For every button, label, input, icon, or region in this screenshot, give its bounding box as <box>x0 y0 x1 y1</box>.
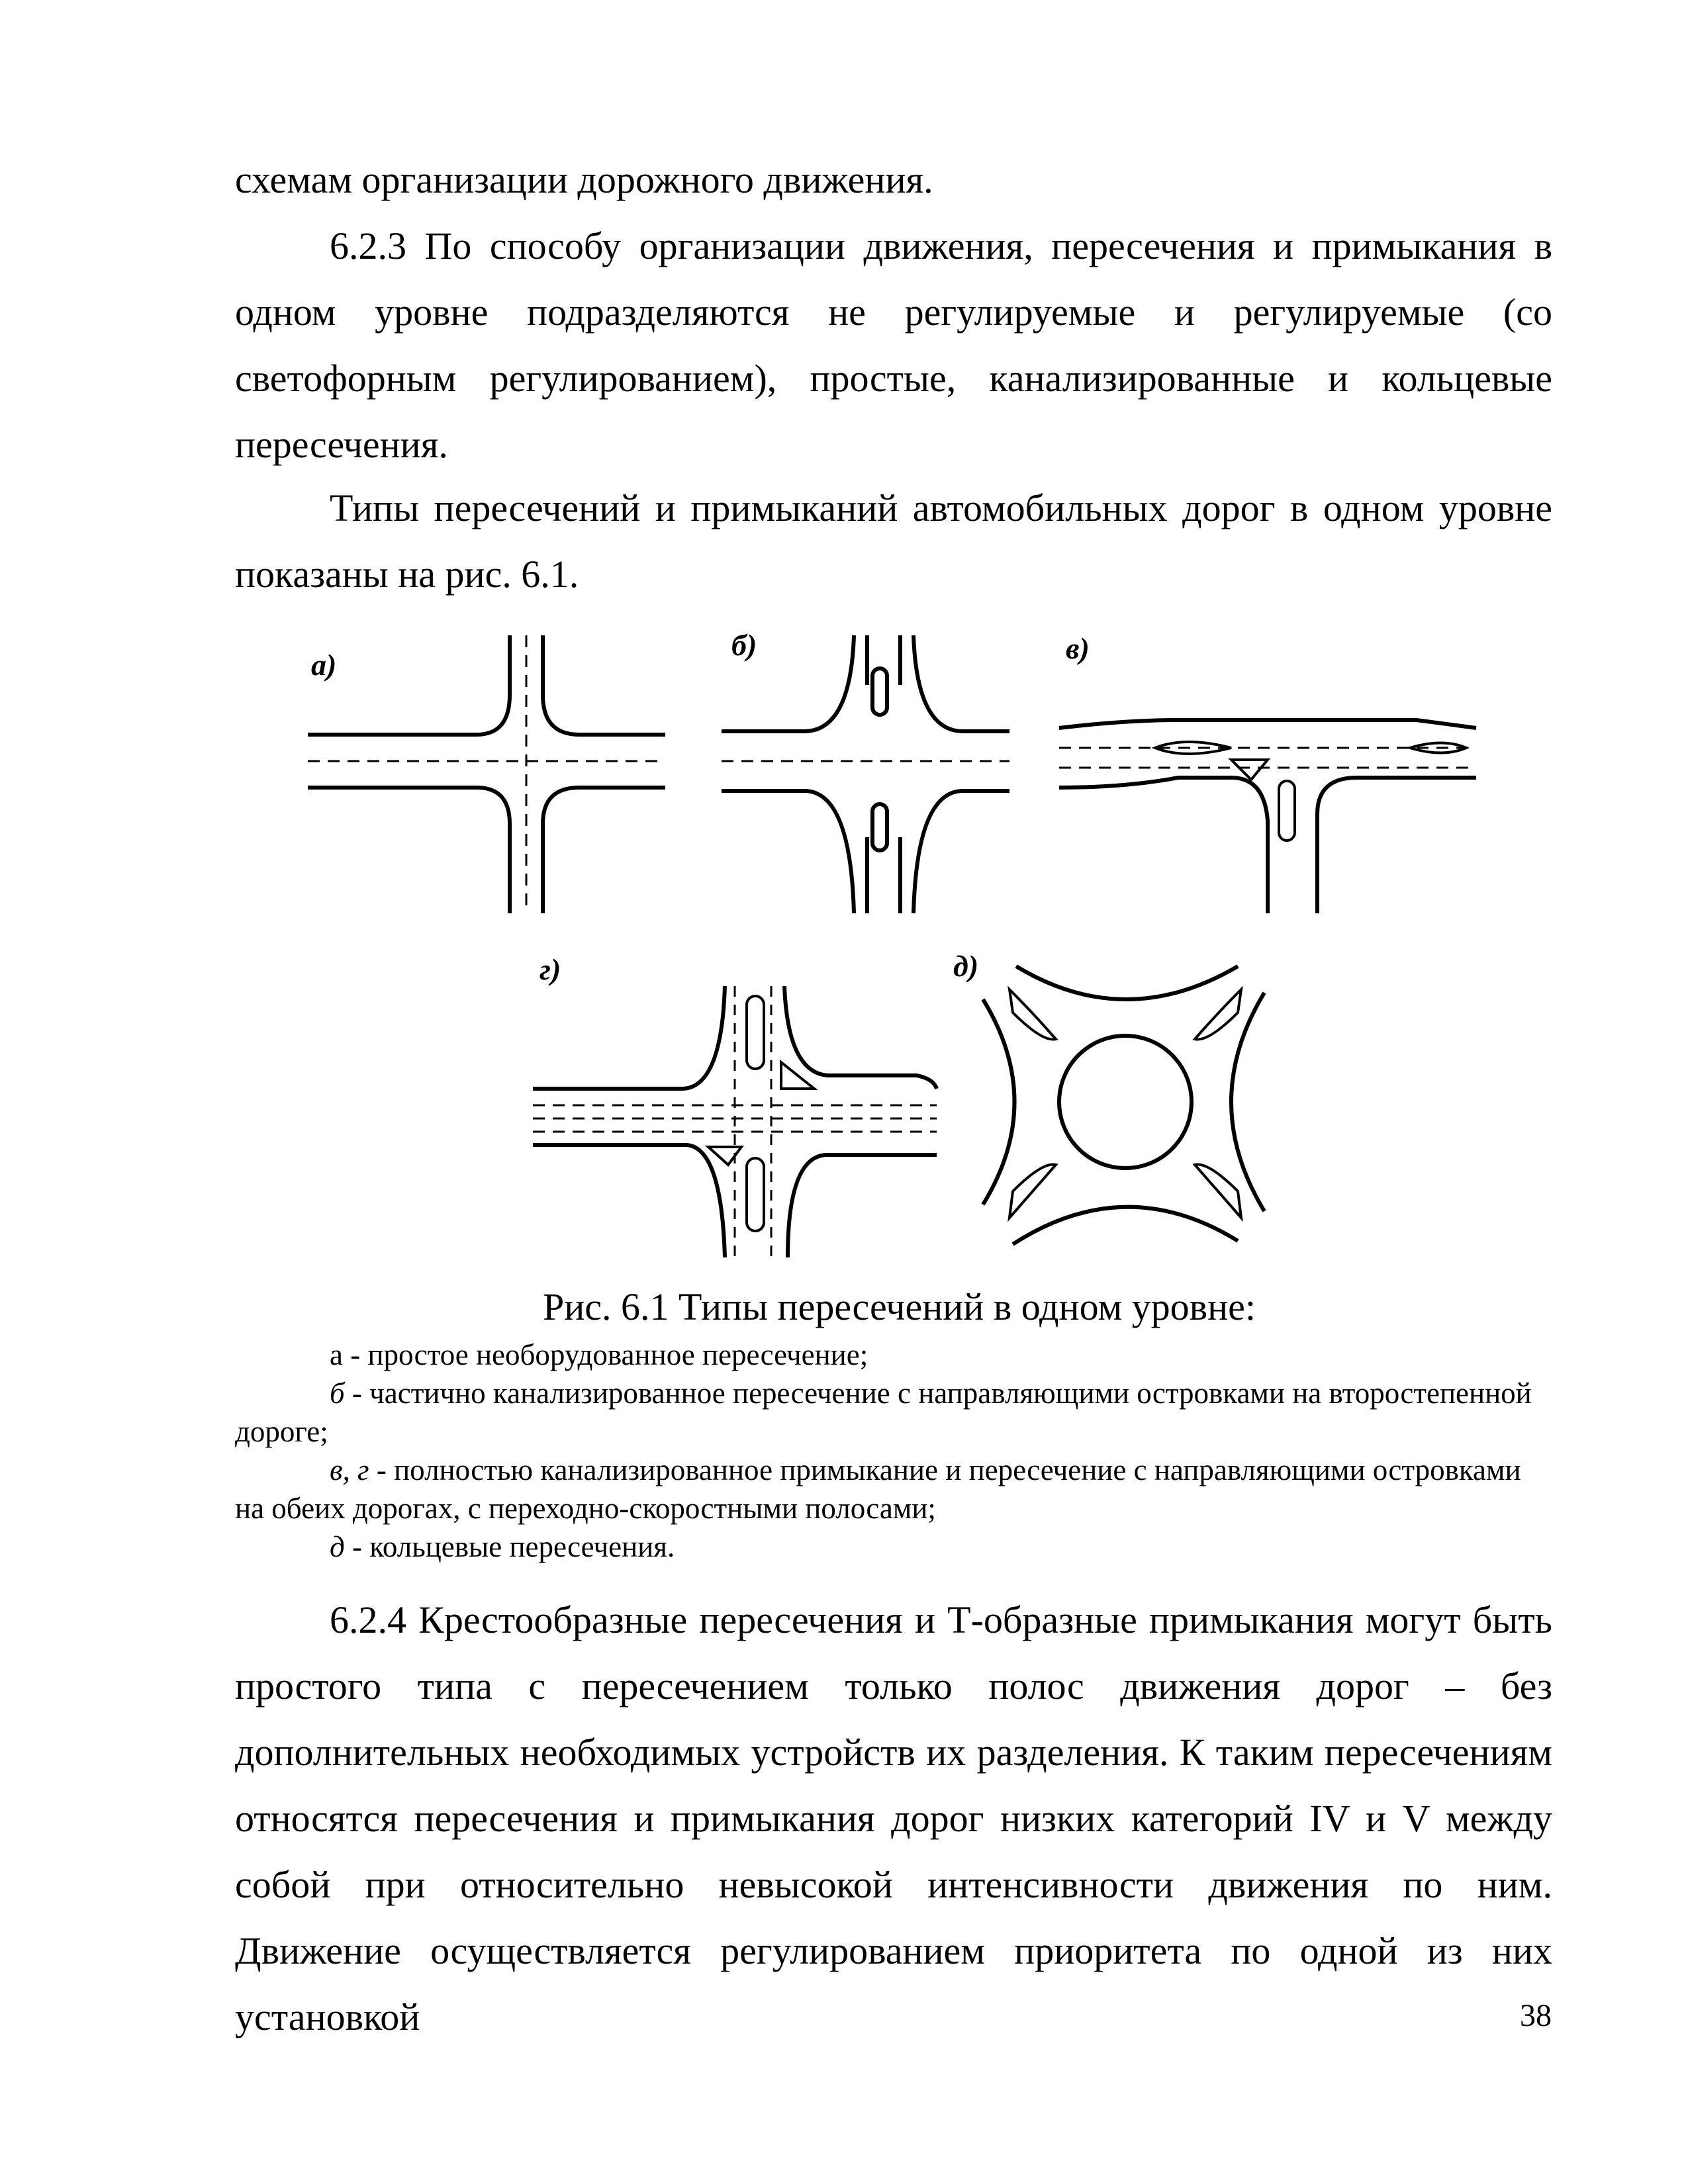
label-v: в) <box>1066 631 1090 665</box>
caption-item-vg-text: - полностью канализированное примыкание и пересечение с направляющими островками на обеих дорогах, с переходно-скоростными полосами; <box>235 1453 1521 1525</box>
label-a: а) <box>311 648 337 682</box>
paragraph-6-2-4: 6.2.4 Крестообразные пересечения и Т-образные примыкания могут быть простого типа с пересечением только полос движения дорог – без дополнительных необходимых устройств их разделения. К таким пересечениям относятся пересечения и примыкания дорог низких категорий IV и V между собой при относительно невысокой интенсивности движения по ним. Движение осуществляется регулированием приоритета по одной из них установкой <box>235 1598 1552 2038</box>
caption-item-d <box>235 1527 1552 1566</box>
caption-item-a-text: а - простое необорудованное пересечение; <box>330 1338 868 1371</box>
diagram-v-t-junction <box>1059 720 1476 913</box>
caption-item-b-text: - частично канализированное пересечение с направляющими островками на второстепенной дороге; <box>235 1377 1532 1448</box>
caption-item-d-text: - кольцевые пересечения. <box>344 1530 675 1563</box>
caption-item-a <box>235 1336 1552 1374</box>
caption-item-b-key: б <box>330 1377 345 1410</box>
caption-item-vg-key: в, г <box>330 1453 369 1486</box>
paragraph-continuation: схемам организации дорожного движения. <box>235 158 933 201</box>
paragraph-figure-intro: Типы пересечений и примыканий автомобильных дорог в одном уровне показаны на рис. 6.1. <box>235 486 1552 596</box>
caption-item-b <box>235 1374 1552 1451</box>
diagram-a-simple-crossing <box>308 635 665 913</box>
caption-item-vg <box>235 1451 1552 1527</box>
caption-item-d-key: д <box>330 1530 345 1563</box>
label-d: д) <box>953 949 979 983</box>
diagram-b-partial-channelized <box>722 635 1009 913</box>
page-number: 38 <box>1520 1998 1552 2033</box>
paragraph-6-2-3: 6.2.3 По способу организации движения, пересечения и примыкания в одном уровне подразделяются не регулируемые и регулируемые (со светофорным регулированием), простые, канализированные и кольцевые пересечения. <box>235 224 1552 466</box>
label-b: б) <box>731 628 757 662</box>
diagram-d-roundabout <box>983 966 1264 1244</box>
diagram-g-full-channelized <box>533 986 937 1257</box>
label-g: г) <box>539 952 561 986</box>
figure-caption-title: Рис. 6.1 Типы пересечений в одном уровне: <box>543 1285 1256 1328</box>
